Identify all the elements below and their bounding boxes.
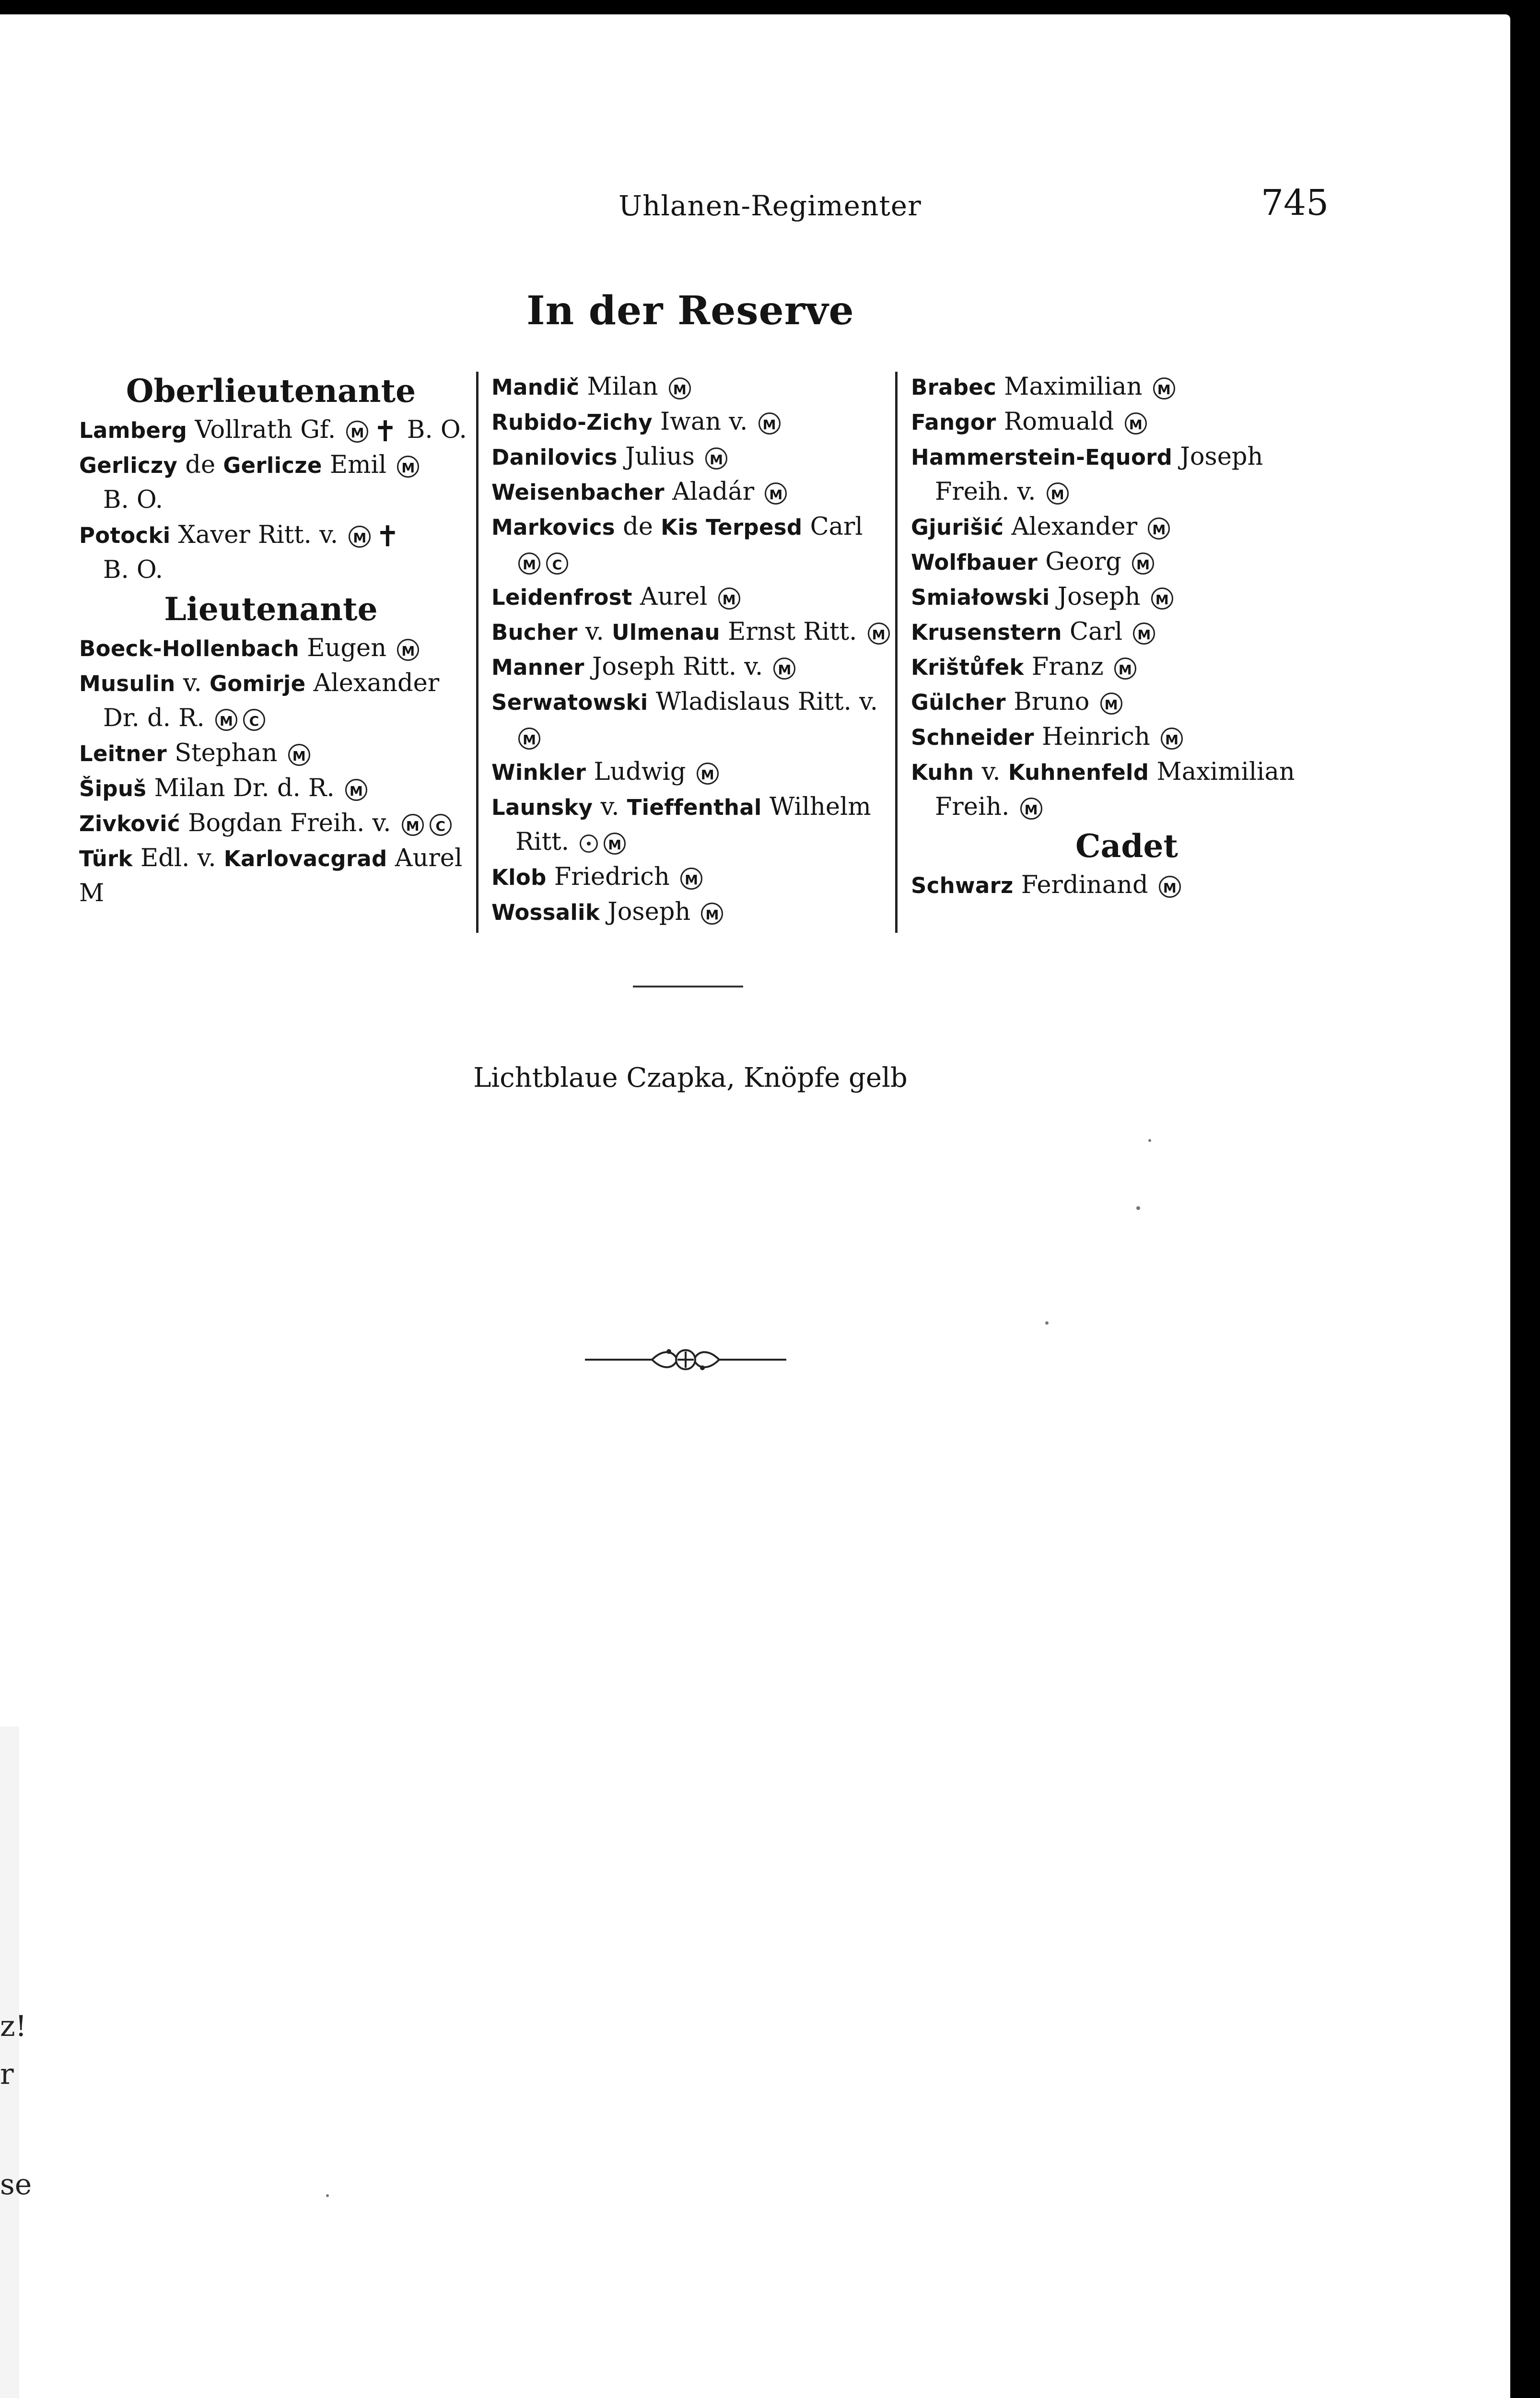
surname: Launsky — [491, 795, 593, 820]
medal-m-icon: M — [215, 709, 237, 731]
medal-m-icon: M — [1151, 588, 1173, 610]
officer-entry — [491, 754, 889, 789]
surname: Gerliczy — [79, 453, 178, 478]
surname: Smiałowski — [911, 585, 1050, 610]
column-middle — [491, 369, 889, 929]
medal-m-icon: M — [718, 588, 740, 610]
entry-text: Eugen — [299, 634, 395, 662]
facing-page-fragment: se — [0, 2168, 32, 2201]
officer-entry — [491, 649, 889, 684]
column-left — [79, 369, 467, 911]
page-number: 745 — [1261, 182, 1329, 223]
entry-text: Joseph — [1050, 583, 1148, 611]
surname: Potocki — [79, 523, 171, 548]
medal-m-icon: M — [1148, 517, 1170, 540]
officer-entry — [491, 474, 889, 509]
officer-entry — [491, 614, 889, 649]
officer-entry — [491, 579, 889, 614]
entry-text: Stephan — [166, 739, 285, 767]
medal-m-icon: M — [1047, 482, 1069, 505]
paper-speck — [326, 2194, 329, 2197]
entry-text: Georg — [1037, 548, 1130, 576]
surname: Schwarz — [911, 873, 1014, 898]
entry-text: Romuald — [996, 408, 1122, 436]
entry-continuation — [911, 789, 1342, 824]
medal-m-icon: M — [697, 763, 719, 785]
medal-m-icon: M — [680, 868, 702, 890]
paper-speck — [1148, 1139, 1151, 1142]
entry-text: Freih. — [935, 793, 1017, 821]
entry-text: Joseph — [600, 898, 699, 926]
copyright-c-icon: C — [430, 814, 452, 836]
entry-continuation — [491, 544, 889, 579]
rank-heading: Cadet — [1075, 827, 1178, 865]
entry-text: B. O. — [399, 416, 467, 444]
entry-text: Joseph Ritt. v. — [584, 653, 771, 681]
officer-entry — [911, 614, 1342, 649]
medal-m-icon: M — [701, 903, 723, 925]
entry-text: de — [615, 513, 661, 541]
entry-continuation — [911, 474, 1342, 509]
entry-text: v. — [175, 669, 210, 697]
entry-text: Iwan v. — [652, 408, 756, 436]
surname: Türk — [79, 846, 133, 871]
officer-entry — [79, 412, 467, 448]
surname: Ulmenau — [611, 620, 720, 645]
entry-continuation — [79, 552, 463, 588]
medal-m-icon: M — [1125, 412, 1147, 435]
entry-text: Ernst Ritt. — [720, 618, 865, 646]
medal-m-icon: M — [1114, 658, 1136, 680]
officer-entry — [79, 876, 463, 911]
medal-m-icon: M — [705, 447, 727, 470]
officer-entry — [911, 719, 1342, 754]
entry-text: Franz — [1024, 653, 1111, 681]
surname: Hammerstein-Equord — [911, 445, 1173, 470]
entry-text: Ferdinand — [1013, 871, 1156, 899]
surname: Boeck-Hollenbach — [79, 636, 300, 661]
surname: Kis Terpesd — [661, 515, 803, 540]
surname: Gjurišić — [911, 515, 1004, 540]
medal-m-icon: M — [1153, 377, 1175, 400]
medal-m-icon: M — [346, 421, 368, 443]
medal-m-icon: M — [402, 814, 424, 836]
officer-entry — [491, 684, 889, 719]
surname: Krištůfek — [911, 655, 1024, 680]
medal-m-icon: M — [669, 377, 691, 400]
section-title: In der Reserve — [526, 288, 854, 334]
uniform-caption: Lichtblaue Czapka, Knöpfe gelb — [473, 1062, 908, 1093]
officer-entry — [911, 754, 1342, 789]
officer-entry — [491, 369, 889, 404]
entry-text: Maximilian — [1149, 758, 1295, 786]
copyright-c-icon: C — [243, 709, 265, 731]
surname: Mandič — [491, 375, 580, 400]
officer-entry — [911, 649, 1342, 684]
entry-text: Wilhelm — [761, 793, 871, 821]
surname: Schneider — [911, 725, 1034, 750]
medal-m-icon: M — [518, 728, 540, 750]
entry-text: v. — [593, 793, 627, 821]
paper-speck — [1136, 1206, 1140, 1210]
entry-text: Aurel — [632, 583, 715, 611]
surname: Serwatowski — [491, 690, 648, 715]
paper-speck — [1045, 1321, 1049, 1325]
surname: Leidenfrost — [491, 585, 632, 610]
medal-m-icon: M — [1020, 798, 1042, 820]
entry-text: Emil — [322, 451, 395, 479]
surname: Fangor — [911, 410, 996, 435]
officer-entry — [79, 841, 463, 876]
entry-text: Alexander — [1003, 513, 1145, 541]
medal-m-icon: M — [1132, 552, 1154, 575]
officer-entry — [79, 517, 463, 552]
entry-text: B. O. — [103, 556, 163, 584]
entry-text: Ludwig — [586, 758, 694, 786]
surname: Markovics — [491, 515, 615, 540]
surname: Bucher — [491, 620, 578, 645]
surname: Gomirje — [210, 671, 306, 696]
medal-m-icon: M — [758, 412, 781, 435]
surname: Klob — [491, 865, 547, 890]
surname: Wossalik — [491, 900, 600, 925]
surname: Danilovics — [491, 445, 618, 470]
medal-m-icon: M — [288, 744, 310, 766]
officer-entry — [79, 771, 463, 806]
entry-text: Heinrich — [1034, 723, 1158, 751]
surname: Zivković — [79, 811, 180, 836]
separator-rule — [633, 986, 743, 987]
entry-text: M — [79, 879, 105, 907]
surname: Gerlicze — [223, 453, 322, 478]
entry-text: Aurel — [387, 844, 463, 872]
officer-entry — [911, 544, 1342, 579]
officer-entry — [911, 579, 1342, 614]
medal-m-icon: M — [397, 456, 419, 478]
cross-icon: ✝ — [373, 414, 397, 448]
surname: Lamberg — [79, 418, 187, 443]
entry-text: Friedrich — [546, 863, 678, 891]
officer-entry — [79, 447, 463, 482]
entry-text: Aladár — [664, 478, 762, 506]
surname: Musulin — [79, 671, 175, 696]
entry-continuation — [491, 719, 889, 754]
officer-entry — [911, 684, 1342, 719]
dot-circle-icon — [580, 835, 598, 853]
surname: Winkler — [491, 760, 586, 785]
surname: Brabec — [911, 375, 997, 400]
surname: Manner — [491, 655, 584, 680]
medal-m-icon: M — [1159, 876, 1181, 898]
medal-m-icon: M — [518, 552, 540, 575]
medal-m-icon: M — [1100, 693, 1122, 715]
officer-entry — [911, 404, 1342, 439]
officer-entry — [79, 631, 463, 666]
cross-icon: ✝ — [375, 519, 400, 553]
surname: Wolfbauer — [911, 550, 1038, 575]
officer-entry — [491, 439, 889, 474]
entry-text: Alexander — [305, 669, 440, 697]
medal-m-icon: M — [604, 833, 626, 855]
medal-m-icon: M — [397, 639, 419, 661]
officer-entry — [491, 789, 889, 824]
surname: Gülcher — [911, 690, 1006, 715]
entry-text: Dr. d. R. — [103, 704, 212, 732]
entry-text: Carl — [1062, 618, 1131, 646]
entry-text: Bruno — [1005, 688, 1097, 716]
officer-entry — [79, 666, 463, 701]
surname: Kuhnenfeld — [1008, 760, 1149, 785]
officer-entry — [911, 868, 1342, 903]
surname: Šipuš — [79, 776, 147, 801]
entry-text: Bogdan Freih. v. — [180, 809, 399, 837]
entry-text: Joseph — [1172, 443, 1263, 471]
entry-text: Edl. v. — [132, 844, 224, 872]
entry-text: Wladislaus Ritt. v. — [648, 688, 878, 716]
surname: Leitner — [79, 741, 167, 766]
column-right — [911, 369, 1342, 903]
entry-text: Xaver Ritt. v. — [170, 521, 346, 549]
medal-m-icon: M — [349, 526, 371, 548]
officer-entry — [79, 736, 463, 771]
surname: Rubido-Zichy — [491, 410, 653, 435]
entry-text: Vollrath Gf. — [187, 416, 344, 444]
surname: Krusenstern — [911, 620, 1062, 645]
medal-m-icon: M — [1133, 623, 1155, 645]
running-head: Uhlanen-Regimenter — [618, 189, 922, 222]
officer-entry — [79, 806, 463, 841]
entry-text: de — [177, 451, 223, 479]
ornament-icon — [580, 1343, 791, 1376]
entry-text: Milan Dr. d. R. — [146, 774, 342, 802]
surname: Karlovacgrad — [223, 846, 387, 871]
entry-continuation — [79, 482, 463, 517]
entry-text: Maximilian — [996, 373, 1150, 401]
rank-heading: Oberlieutenante — [126, 372, 416, 410]
facing-page-fragment: r — [0, 2057, 14, 2091]
entry-continuation — [79, 701, 463, 736]
entry-text: B. O. — [103, 486, 163, 514]
entry-text: Milan — [579, 373, 666, 401]
surname: Kuhn — [911, 760, 974, 785]
entry-text: v. — [974, 758, 1008, 786]
surname: Tieffenthal — [627, 795, 762, 820]
copyright-c-icon: C — [546, 552, 568, 575]
rank-heading: Lieutenante — [164, 590, 378, 628]
facing-page-fragment: z! — [0, 2010, 27, 2043]
officer-entry — [911, 439, 1342, 474]
entry-text: Julius — [617, 443, 703, 471]
entry-continuation — [491, 824, 889, 859]
medal-m-icon: M — [868, 623, 890, 645]
entry-text: v. — [577, 618, 612, 646]
officer-entry — [911, 509, 1342, 544]
officer-entry — [491, 509, 889, 544]
column-rule — [476, 372, 478, 933]
officer-entry — [911, 369, 1342, 404]
entry-text: Carl — [802, 513, 863, 541]
entry-text: Ritt. — [515, 828, 577, 856]
officer-entry — [491, 894, 889, 929]
medal-m-icon: M — [765, 482, 787, 505]
column-rule — [895, 372, 898, 933]
medal-m-icon: M — [773, 658, 795, 680]
medal-m-icon: M — [1161, 728, 1183, 750]
officer-entry — [491, 404, 889, 439]
surname: Weisenbacher — [491, 480, 665, 505]
officer-entry — [491, 859, 889, 894]
entry-text: Freih. v. — [935, 478, 1044, 506]
medal-m-icon: M — [345, 779, 367, 801]
